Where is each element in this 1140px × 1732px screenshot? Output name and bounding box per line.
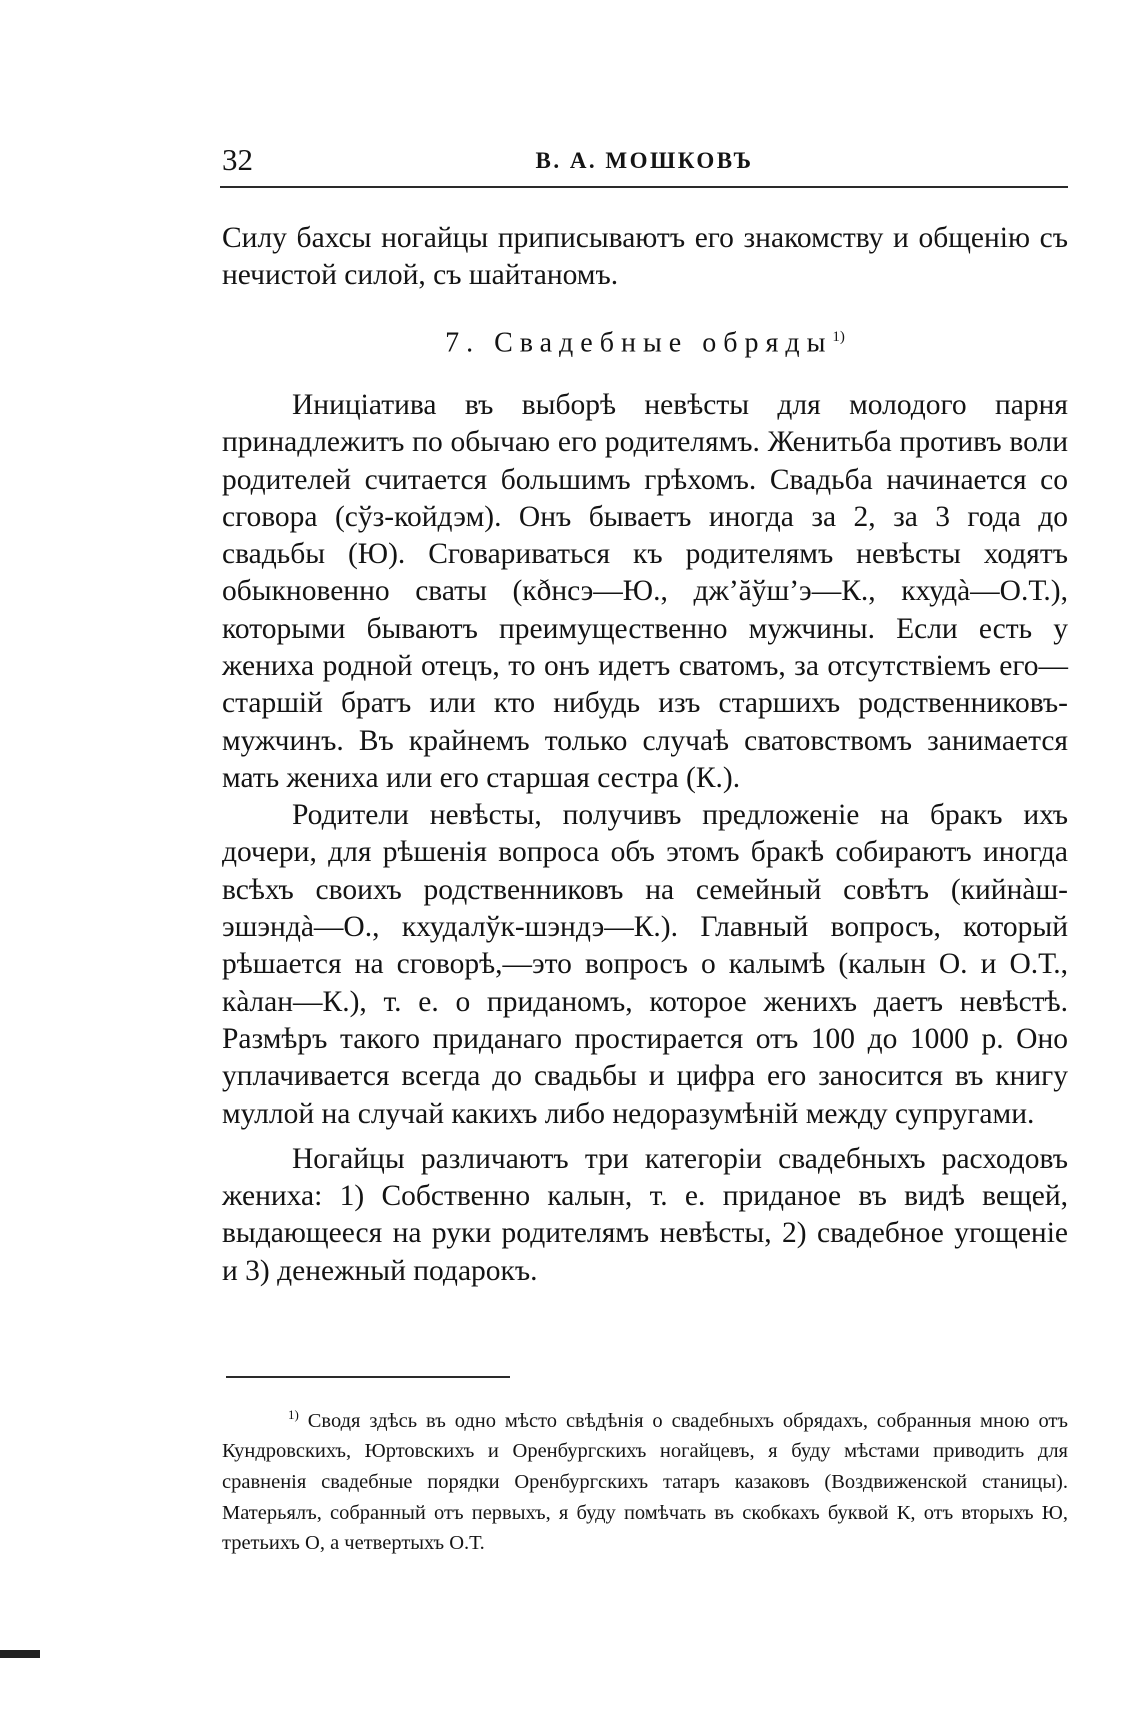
paragraph-1: Силу бахсы ногайцы приписываютъ его знакомству и общенію съ нечистой силой, съ шайтаномъ. (222, 222, 1068, 292)
footnote-marker: 1) (288, 1407, 299, 1422)
footnote-text: Сводя здѣсь въ одно мѣсто свѣдѣнія о свадебныхъ обрядахъ, собранныя мною отъ Кундровскихъ, Юртовскихъ и Оренбургскихъ ногайцевъ, я буду мѣстами приводить для сравненія свадебные порядки Оренбургскихъ татаръ казаковъ (Воздвиженской станицы). Матерьялъ, собранный отъ первыхъ, я буду помѣчать въ скобкахъ буквой К, отъ вторыхъ Ю, третьихъ О, а четвертыхъ О.Т. (222, 1409, 1068, 1555)
page-number: 32 (222, 142, 253, 177)
section-heading-note-marker: 1) (832, 328, 845, 345)
paragraph-4: Ногайцы различаютъ три категоріи свадебныхъ расходовъ жениха: 1) Собственно калын, т. е. приданое въ видѣ вещей, выдающееся на руки родителямъ невѣсты, 2) свадебное угощеніе и 3) денежный подарокъ. (222, 1142, 1068, 1287)
header-rule (220, 186, 1068, 188)
scan-margin-mark (0, 1650, 40, 1658)
footnote (222, 1400, 1068, 1559)
running-title: В. А. МОШКОВЪ (535, 148, 754, 173)
paragraph-2: Иниціатива въ выборѣ невѣсты для молодого парня принадлежитъ по обычаю его родителямъ. Женитьба противъ воли родителей считается большимъ грѣхомъ. Свадьба начинается со сговора (сўз-койдэм). Онъ бываетъ иногда за 2, за 3 года до свадьбы (Ю). Сговариваться къ родителямъ невѣсты ходятъ обыкновенно сваты (кðнсэ—Ю., дж’ăўш’э—К., кхудà—О.Т.), которыми бываютъ преимущественно мужчины. Если есть у жениха родной отецъ, то онъ идетъ сватомъ, за отсутствіемъ его—старшій братъ или кто нибудь изъ старшихъ родственниковъ-мужчинъ. Въ крайнемъ только случаѣ сватовствомъ занимается мать жениха или его старшая сестра (К.). (222, 388, 1068, 794)
footnote-rule (226, 1376, 510, 1378)
section-heading-text: 7. Свадебные обряды (445, 326, 833, 358)
main-text (222, 220, 1068, 1290)
page-header (222, 140, 1067, 180)
section-heading (222, 319, 1068, 361)
paragraph-3: Родители невѣсты, получивъ предложеніе на бракъ ихъ дочери, для рѣшенія вопроса объ этомъ бракѣ собираютъ иногда всѣхъ своихъ родственниковъ на семейный совѣтъ (кийнàш-эшэндà—О., кхудалўк-шэндэ—К.). Главный вопросъ, который рѣшается на сговорѣ,—это вопросъ о калымѣ (калын О. и О.Т., кàлан—К.), т. е. о приданомъ, которое женихъ даетъ невѣстѣ. Размѣръ такого приданаго простирается отъ 100 до 1000 р. Оно уплачивается всегда до свадьбы и цифра его заносится въ книгу муллой на случай какихъ либо недоразумѣній между супругами. (222, 799, 1068, 1130)
